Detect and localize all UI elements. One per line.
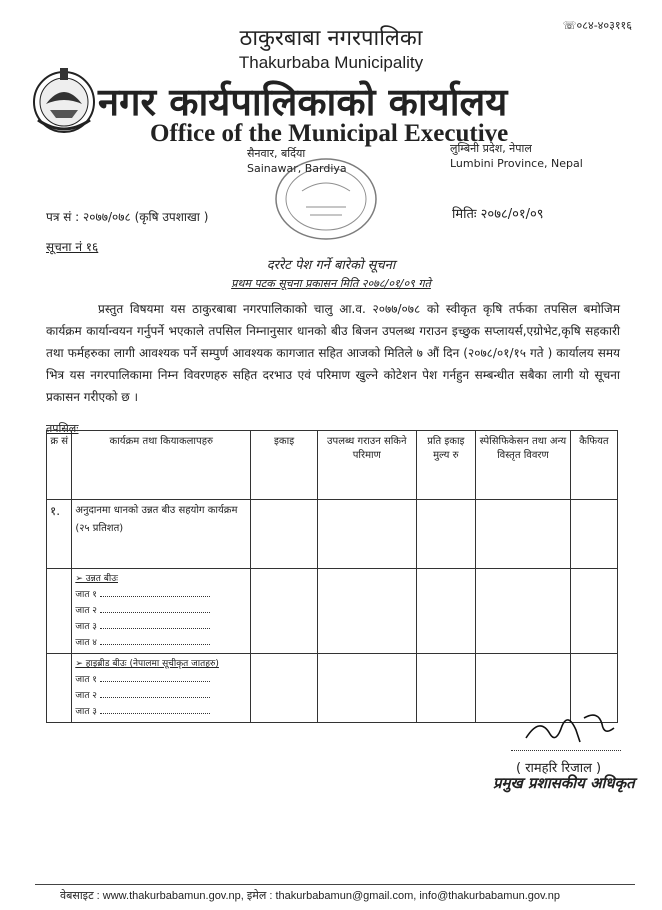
col-header-unit: इकाइ	[251, 431, 318, 500]
date: मितिः २०७८/०१/०९	[452, 207, 544, 222]
office-name-np: नगर कार्यपालिकाको कार्यालय	[98, 80, 508, 124]
col-header-program: कार्यक्रम तथा कियाकलापहरु	[72, 431, 251, 500]
cell-unit-price	[416, 500, 475, 569]
signatory-name: ( रामहरि रिजाल )	[516, 761, 602, 776]
col-header-quantity: उपलब्ध गराउन सकिने परिमाण	[317, 431, 416, 500]
notice-title: दररेट पेश गर्ने बारेको सूचना	[266, 258, 396, 273]
details-table	[46, 430, 618, 723]
hybrid-seed-heading: ➢ हाइब्रीड बीउः (नेपालमा सूचीकृत जातहरु)	[75, 659, 219, 669]
cell-sn	[47, 569, 72, 654]
signatory-title: प्रमुख प्रशासकीय अधिकृत	[493, 774, 635, 792]
cell-sn: १.	[47, 500, 72, 569]
cell-quantity	[317, 500, 416, 569]
table-header-row	[47, 431, 618, 500]
program-subsidy: (२५ प्रतिशत)	[75, 523, 124, 534]
cell-improved-seeds	[72, 569, 251, 654]
list-item: जात २	[75, 688, 247, 704]
location-right	[450, 141, 583, 171]
list-item: जात ४	[75, 635, 247, 651]
col-header-specification: स्पेसिफिकेसन तथा अन्य विस्तृत विवरण	[476, 431, 571, 500]
col-header-unit-price: प्रति इकाइ मुल्य रु	[416, 431, 475, 500]
cell-unit	[251, 500, 318, 569]
location-left-en: Sainawar, Bardiya	[247, 162, 347, 175]
program-name: अनुदानमा धानको उन्नत बीउ सहयोग कार्यक्रम	[75, 505, 238, 516]
notice-body: प्रस्तुत विषयमा यस ठाकुरबाबा नगरपालिकाको चालु आ.व. २०७७/०७८ को स्वीकृत कृषि तर्फका तपसिल बमोजिम कार्यक्रम कार्यान्वयन गर्नुपर्ने भएकाले तपसिल निम्नानुसार धानको बीउ बिजन उपलब्ध गराउन इच्छुक सप्लायर्स,एग्रोभेट,कृषि सहकारी तथा फर्महरुका लागी आवश्यक पर्ने सम्पुर्ण आवश्यक कागजात सहित आजको मितिले ७ औं दिन (२०७८/०१/१५ गते ) कार्यालय समय भित्र यस नगरपालिकामा निम्न विवरणहरु सहित दरभाउ एवं परिमाण खुल्ने कोटेशन पेश गर्नहुन सम्बन्धीत सबैका लागी यो सूचना प्रकासन गरीएको छ ।	[46, 302, 620, 404]
list-item: जात २	[75, 603, 247, 619]
list-item: जात ३	[75, 619, 247, 635]
notice-number: सूचना नं १६	[46, 240, 99, 254]
footer-divider	[35, 884, 635, 885]
table-row	[47, 500, 618, 569]
cell-program	[72, 500, 251, 569]
cell-sn	[47, 654, 72, 723]
location-left-np: सैनवार, बर्दिया	[247, 147, 306, 160]
municipality-name-np: ठाकुरबाबा नगरपालिका	[239, 26, 423, 51]
letter-number: पत्र सं : २०७७/०७८ (कृषि उपशाखा )	[46, 210, 209, 224]
list-item: जात १	[75, 672, 247, 688]
office-stamp-icon	[272, 153, 380, 245]
tapasil-label: तपसिलः	[46, 422, 79, 435]
municipality-name-en: Thakurbaba Municipality	[238, 53, 424, 72]
notice-subtitle: प्रथम पटक सूचना प्रकासन मिति २०७८/०१/०९ गते	[231, 277, 431, 290]
footer-contact: वेबसाइट : www.thakurbabamun.gov.np, इमेल : thakurbabamun@gmail.com, info@thakurbabamun.gov.np	[60, 890, 560, 902]
cell-hybrid-seeds	[72, 654, 251, 723]
signature-line	[511, 750, 621, 751]
col-header-sn: क्र सं	[47, 431, 72, 500]
location-right-np: लुम्बिनी प्रदेश, नेपाल	[450, 142, 532, 155]
cell-specification	[476, 500, 571, 569]
col-header-remarks: कैफियत	[570, 431, 617, 500]
location-right-en: Lumbini Province, Nepal	[450, 157, 583, 170]
phone-number: ☏०८४-४०३११६	[562, 19, 632, 32]
signature-icon	[520, 708, 620, 752]
improved-seed-heading: ➢ उन्नत बीउः	[75, 574, 118, 584]
list-item: जात ३	[75, 704, 247, 720]
cell-remarks	[570, 500, 617, 569]
table-row	[47, 569, 618, 654]
office-name-en: Office of the Municipal Executive	[150, 120, 509, 147]
list-item: जात १	[75, 587, 247, 603]
